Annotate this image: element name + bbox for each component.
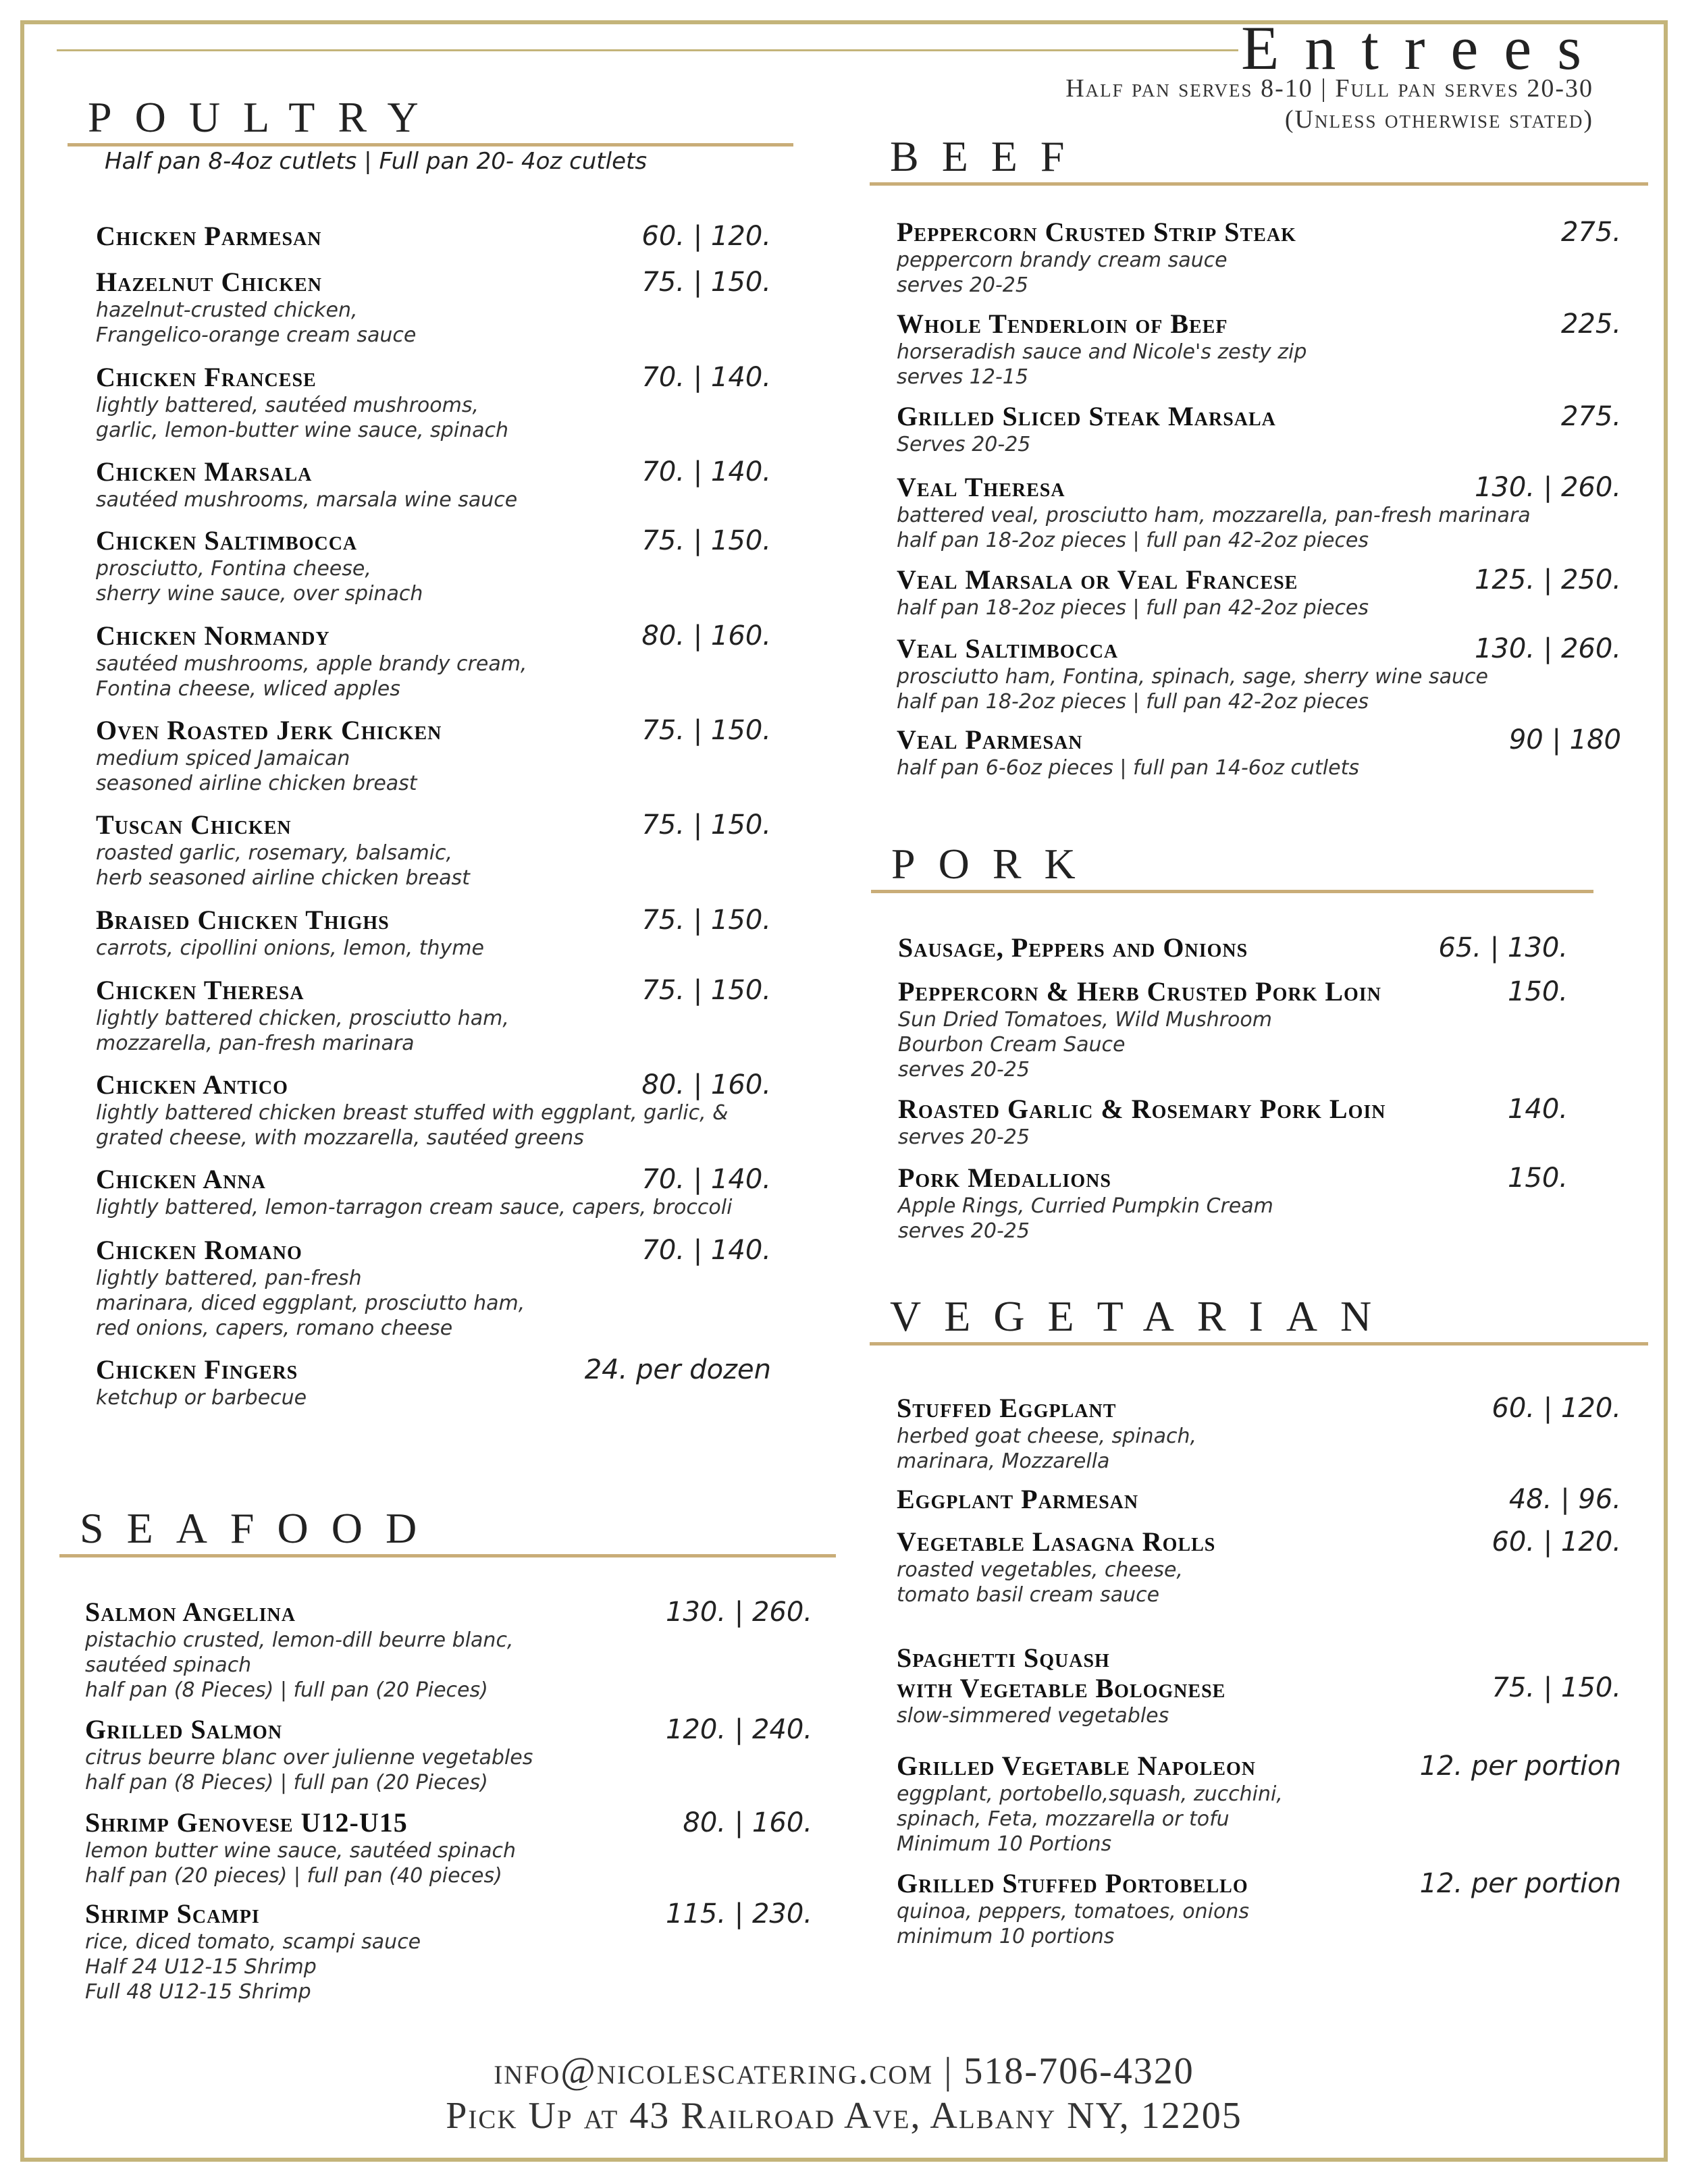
item-price: 75. | 150. xyxy=(641,267,771,298)
item-description: minimum 10 portions xyxy=(897,1925,1115,1948)
item-price: 80. | 160. xyxy=(641,1069,771,1100)
seafood-rule xyxy=(59,1554,836,1557)
menu-item xyxy=(85,1898,812,2004)
item-name: Peppercorn & Herb Crusted Pork Loin xyxy=(898,976,1381,1007)
item-name: Shrimp Genovese U12-U15 xyxy=(85,1807,408,1838)
item-name: Shrimp Scampi xyxy=(85,1898,260,1929)
item-description: roasted garlic, rosemary, balsamic, xyxy=(96,841,453,865)
item-description: hazelnut-crusted chicken, xyxy=(96,298,358,322)
menu-item xyxy=(897,1393,1621,1474)
item-description: prosciutto, Fontina cheese, xyxy=(96,557,371,581)
menu-item xyxy=(85,1807,812,1888)
item-name: Braised Chicken Thighs xyxy=(96,905,390,935)
item-description: sautéed spinach xyxy=(85,1653,252,1677)
item-description: lightly battered, sautéed mushrooms, xyxy=(96,394,479,417)
item-description: serves 20-25 xyxy=(898,1058,1030,1082)
item-name: Veal Saltimbocca xyxy=(897,633,1119,664)
item-name: Chicken Romano xyxy=(96,1235,302,1265)
item-description: lemon butter wine sauce, sautéed spinach xyxy=(85,1839,516,1863)
item-description: tomato basil cream sauce xyxy=(897,1583,1160,1607)
pork-heading: PORK xyxy=(891,840,1099,888)
menu-item xyxy=(897,309,1621,390)
item-price: 150. xyxy=(1507,1163,1568,1194)
menu-item xyxy=(897,633,1621,714)
menu-item xyxy=(898,932,1568,963)
item-name: Chicken Antico xyxy=(96,1069,288,1100)
item-name: Veal Marsala or Veal Francese xyxy=(897,564,1298,595)
item-name: Salmon Angelina xyxy=(85,1597,296,1627)
pork-rule xyxy=(871,890,1593,893)
menu-item xyxy=(897,724,1621,780)
item-description: sautéed mushrooms, apple brandy cream, xyxy=(96,652,527,676)
item-description: half pan (8 Pieces) | full pan (20 Pieces) xyxy=(85,1771,488,1794)
menu-item xyxy=(96,221,771,252)
item-description: marinara, Mozzarella xyxy=(897,1449,1110,1473)
item-name: Chicken Francese xyxy=(96,362,317,392)
item-description: half pan 18-2oz pieces | full pan 42-2oz pieces xyxy=(897,596,1369,620)
item-description: lightly battered chicken breast stuffed with eggplant, garlic, & xyxy=(96,1101,729,1125)
item-price: 150. xyxy=(1507,976,1568,1007)
menu-item xyxy=(96,1164,771,1220)
item-name: Whole Tenderloin of Beef xyxy=(897,309,1228,339)
menu-item xyxy=(96,1069,771,1150)
item-price: 275. xyxy=(1560,217,1621,248)
item-description: Minimum 10 Portions xyxy=(897,1832,1112,1856)
item-price: 48. | 96. xyxy=(1508,1484,1621,1515)
item-description: half pan 18-2oz pieces | full pan 42-2oz pieces xyxy=(897,690,1369,714)
menu-item xyxy=(96,362,771,443)
item-description: citrus beurre blanc over julienne vegetables xyxy=(85,1746,533,1769)
item-description: Sun Dried Tomatoes, Wild Mushroom xyxy=(898,1008,1272,1032)
item-description: sherry wine sauce, over spinach xyxy=(96,582,423,606)
item-name: Peppercorn Crusted Strip Steak xyxy=(897,217,1296,247)
poultry-heading: POULTRY xyxy=(88,93,442,141)
item-name: Chicken Anna xyxy=(96,1164,266,1194)
item-description: half pan 18-2oz pieces | full pan 42-2oz pieces xyxy=(897,529,1369,552)
poultry-rule xyxy=(68,143,793,147)
subtitle-line-1: Half pan serves 8-10 | Full pan serves 20-30 xyxy=(1065,74,1593,103)
poultry-note: Half pan 8-4oz cutlets | Full pan 20- 4oz cutlets xyxy=(105,148,648,175)
item-name: Tuscan Chicken xyxy=(96,809,292,840)
menu-item xyxy=(897,217,1621,298)
item-description: Bourbon Cream Sauce xyxy=(898,1033,1126,1057)
item-name: Hazelnut Chicken xyxy=(96,267,322,297)
menu-item xyxy=(85,1714,812,1795)
menu-item xyxy=(96,809,771,890)
item-price: 60. | 120. xyxy=(641,221,771,252)
item-description: prosciutto ham, Fontina, spinach, sage, sherry wine sauce xyxy=(897,665,1488,689)
menu-item xyxy=(898,1094,1568,1150)
item-name: Chicken Fingers xyxy=(96,1354,298,1385)
item-description: roasted vegetables, cheese, xyxy=(897,1558,1183,1582)
item-price: 60. | 120. xyxy=(1492,1393,1621,1424)
item-price: 80. | 160. xyxy=(683,1807,812,1838)
item-price: 75. | 150. xyxy=(641,809,771,841)
item-price: 75. | 150. xyxy=(641,975,771,1006)
top-rule xyxy=(57,49,1238,51)
item-description: sautéed mushrooms, marsala wine sauce xyxy=(96,488,518,512)
item-description: pistachio crusted, lemon-dill beurre blanc, xyxy=(85,1628,514,1652)
item-price: 130. | 260. xyxy=(1474,472,1621,503)
item-description: medium spiced Jamaican xyxy=(96,747,350,770)
item-description: rice, diced tomato, scampi sauce xyxy=(85,1930,421,1954)
item-name: Oven Roasted Jerk Chicken xyxy=(96,715,442,745)
item-name: Grilled Salmon xyxy=(85,1714,283,1744)
footer-contact: info@nicolescatering.com | 518-706-4320 xyxy=(494,2050,1194,2092)
menu-item xyxy=(897,564,1621,620)
item-price: 60. | 120. xyxy=(1492,1526,1621,1557)
item-price: 80. | 160. xyxy=(641,620,771,651)
item-name: Grilled Sliced Steak Marsala xyxy=(897,401,1276,431)
beef-rule xyxy=(870,182,1648,186)
footer xyxy=(0,2049,1688,2138)
menu-item xyxy=(96,1354,771,1410)
item-description: seasoned airline chicken breast xyxy=(96,772,417,795)
item-price: 140. xyxy=(1507,1094,1568,1125)
item-price: 225. xyxy=(1560,309,1621,340)
item-description: spinach, Feta, mozzarella or tofu xyxy=(897,1807,1230,1831)
item-price: 12. per portion xyxy=(1419,1868,1621,1899)
menu-item xyxy=(96,456,771,512)
item-name: Eggplant Parmesan xyxy=(897,1484,1139,1514)
item-name: Grilled Stuffed Portobello xyxy=(897,1868,1248,1898)
item-name: Stuffed Eggplant xyxy=(897,1393,1117,1423)
vegetarian-heading: VEGETARIAN xyxy=(890,1292,1395,1340)
item-price: 70. | 140. xyxy=(641,1235,771,1266)
item-description: lightly battered chicken, prosciutto ham, xyxy=(96,1007,509,1030)
menu-item xyxy=(96,267,771,348)
item-description: battered veal, prosciutto ham, mozzarella, pan-fresh marinara xyxy=(897,504,1531,527)
item-description: Half 24 U12-15 Shrimp xyxy=(85,1955,317,1979)
menu-item xyxy=(898,976,1568,1082)
item-description: Serves 20-25 xyxy=(897,433,1031,456)
item-price: 115. | 230. xyxy=(665,1898,812,1929)
item-description: marinara, diced eggplant, prosciutto ham, xyxy=(96,1291,525,1315)
item-price: 75. | 150. xyxy=(641,905,771,936)
menu-item xyxy=(96,620,771,701)
item-description: red onions, capers, romano cheese xyxy=(96,1316,453,1340)
menu-item xyxy=(96,715,771,796)
menu-item xyxy=(96,1235,771,1341)
item-description: herbed goat cheese, spinach, xyxy=(897,1424,1196,1448)
item-description: lightly battered, lemon-tarragon cream sauce, capers, broccoli xyxy=(96,1196,733,1219)
item-name: Grilled Vegetable Napoleon xyxy=(897,1751,1256,1781)
item-name: Chicken Marsala xyxy=(96,456,313,487)
item-price: 12. per portion xyxy=(1419,1751,1621,1782)
menu-item xyxy=(96,905,771,961)
item-price: 70. | 140. xyxy=(641,456,771,487)
menu-item xyxy=(96,975,771,1056)
item-description: Frangelico-orange cream sauce xyxy=(96,323,417,347)
menu-item xyxy=(897,472,1621,553)
beef-section xyxy=(870,132,1648,780)
item-description: peppercorn brandy cream sauce xyxy=(897,248,1228,272)
item-price: 75. | 150. xyxy=(641,715,771,746)
item-name: Pork Medallions xyxy=(898,1163,1111,1193)
item-description: serves 20-25 xyxy=(898,1125,1030,1149)
page-title: Entrees xyxy=(1241,14,1607,82)
item-price: 24. per dozen xyxy=(584,1354,771,1385)
item-description: half pan (8 Pieces) | full pan (20 Pieces) xyxy=(85,1678,488,1702)
item-description: serves 20-25 xyxy=(897,273,1028,297)
page-subtitle xyxy=(1065,73,1593,135)
item-description: eggplant, portobello,squash, zucchini, xyxy=(897,1782,1283,1806)
item-name: Spaghetti Squash xyxy=(897,1643,1110,1673)
item-price: 75. | 150. xyxy=(1492,1672,1621,1703)
item-description: Full 48 U12-15 Shrimp xyxy=(85,1980,311,2004)
item-name: Veal Theresa xyxy=(897,472,1065,502)
subtitle-line-2: (Unless otherwise stated) xyxy=(1284,105,1593,134)
item-price: 275. xyxy=(1560,401,1621,432)
item-description: slow-simmered vegetables xyxy=(897,1704,1169,1728)
menu-item xyxy=(898,1163,1568,1244)
pork-section xyxy=(871,840,1593,1243)
menu-item xyxy=(897,401,1621,457)
beef-heading: BEEF xyxy=(890,132,1088,180)
item-price: 130. | 260. xyxy=(1474,633,1621,664)
menu-item xyxy=(897,1751,1621,1857)
item-name: Roasted Garlic & Rosemary Pork Loin xyxy=(898,1094,1386,1124)
item-price: 70. | 140. xyxy=(641,362,771,393)
item-description: herb seasoned airline chicken breast xyxy=(96,866,470,890)
item-price: 130. | 260. xyxy=(665,1597,812,1628)
item-description: half pan 6-6oz pieces | full pan 14-6oz cutlets xyxy=(897,756,1359,780)
menu-item xyxy=(85,1597,812,1703)
item-name: Chicken Normandy xyxy=(96,620,330,651)
item-description: serves 12-15 xyxy=(897,365,1028,389)
item-description: quinoa, peppers, tomatoes, onions xyxy=(897,1900,1249,1923)
item-description: horseradish sauce and Nicole's zesty zip xyxy=(897,340,1307,364)
item-name: Sausage, Peppers and Onions xyxy=(898,932,1248,963)
menu-item xyxy=(897,1643,1621,1728)
item-description: ketchup or barbecue xyxy=(96,1386,307,1410)
item-name: Chicken Theresa xyxy=(96,975,305,1005)
item-description: serves 20-25 xyxy=(898,1219,1030,1243)
item-name: Veal Parmesan xyxy=(897,724,1083,755)
item-description: mozzarella, pan-fresh marinara xyxy=(96,1032,415,1055)
item-description: garlic, lemon-butter wine sauce, spinach xyxy=(96,419,508,442)
vegetarian-section xyxy=(870,1292,1648,1948)
item-description: Fontina cheese, wliced apples xyxy=(96,677,400,701)
menu-item xyxy=(897,1484,1621,1515)
item-price: 65. | 130. xyxy=(1438,932,1568,963)
vegetarian-rule xyxy=(870,1342,1648,1346)
item-price: 70. | 140. xyxy=(641,1164,771,1195)
poultry-section xyxy=(68,93,793,1410)
item-name: Chicken Parmesan xyxy=(96,221,322,251)
item-description: lightly battered, pan-fresh xyxy=(96,1267,362,1290)
menu-item xyxy=(897,1868,1621,1949)
item-price: 90 | 180 xyxy=(1508,724,1621,755)
item-name-line-2: with Vegetable Bolognese xyxy=(897,1673,1226,1703)
item-price: 125. | 250. xyxy=(1474,564,1621,595)
item-name: Vegetable Lasagna Rolls xyxy=(897,1526,1216,1557)
item-description: grated cheese, with mozzarella, sautéed greens xyxy=(96,1126,584,1150)
seafood-heading: SEAFOOD xyxy=(80,1504,440,1552)
item-price: 120. | 240. xyxy=(665,1714,812,1745)
item-price: 75. | 150. xyxy=(641,525,771,556)
item-name: Chicken Saltimbocca xyxy=(96,525,358,556)
item-description: half pan (20 pieces) | full pan (40 pieces) xyxy=(85,1864,502,1888)
seafood-section xyxy=(59,1504,836,2004)
item-description: carrots, cipollini onions, lemon, thyme xyxy=(96,936,484,960)
footer-address: Pick Up at 43 Railroad Ave, Albany NY, 12205 xyxy=(446,2095,1242,2137)
menu-item xyxy=(897,1526,1621,1607)
item-description: Apple Rings, Curried Pumpkin Cream xyxy=(898,1194,1273,1218)
menu-item xyxy=(96,525,771,606)
